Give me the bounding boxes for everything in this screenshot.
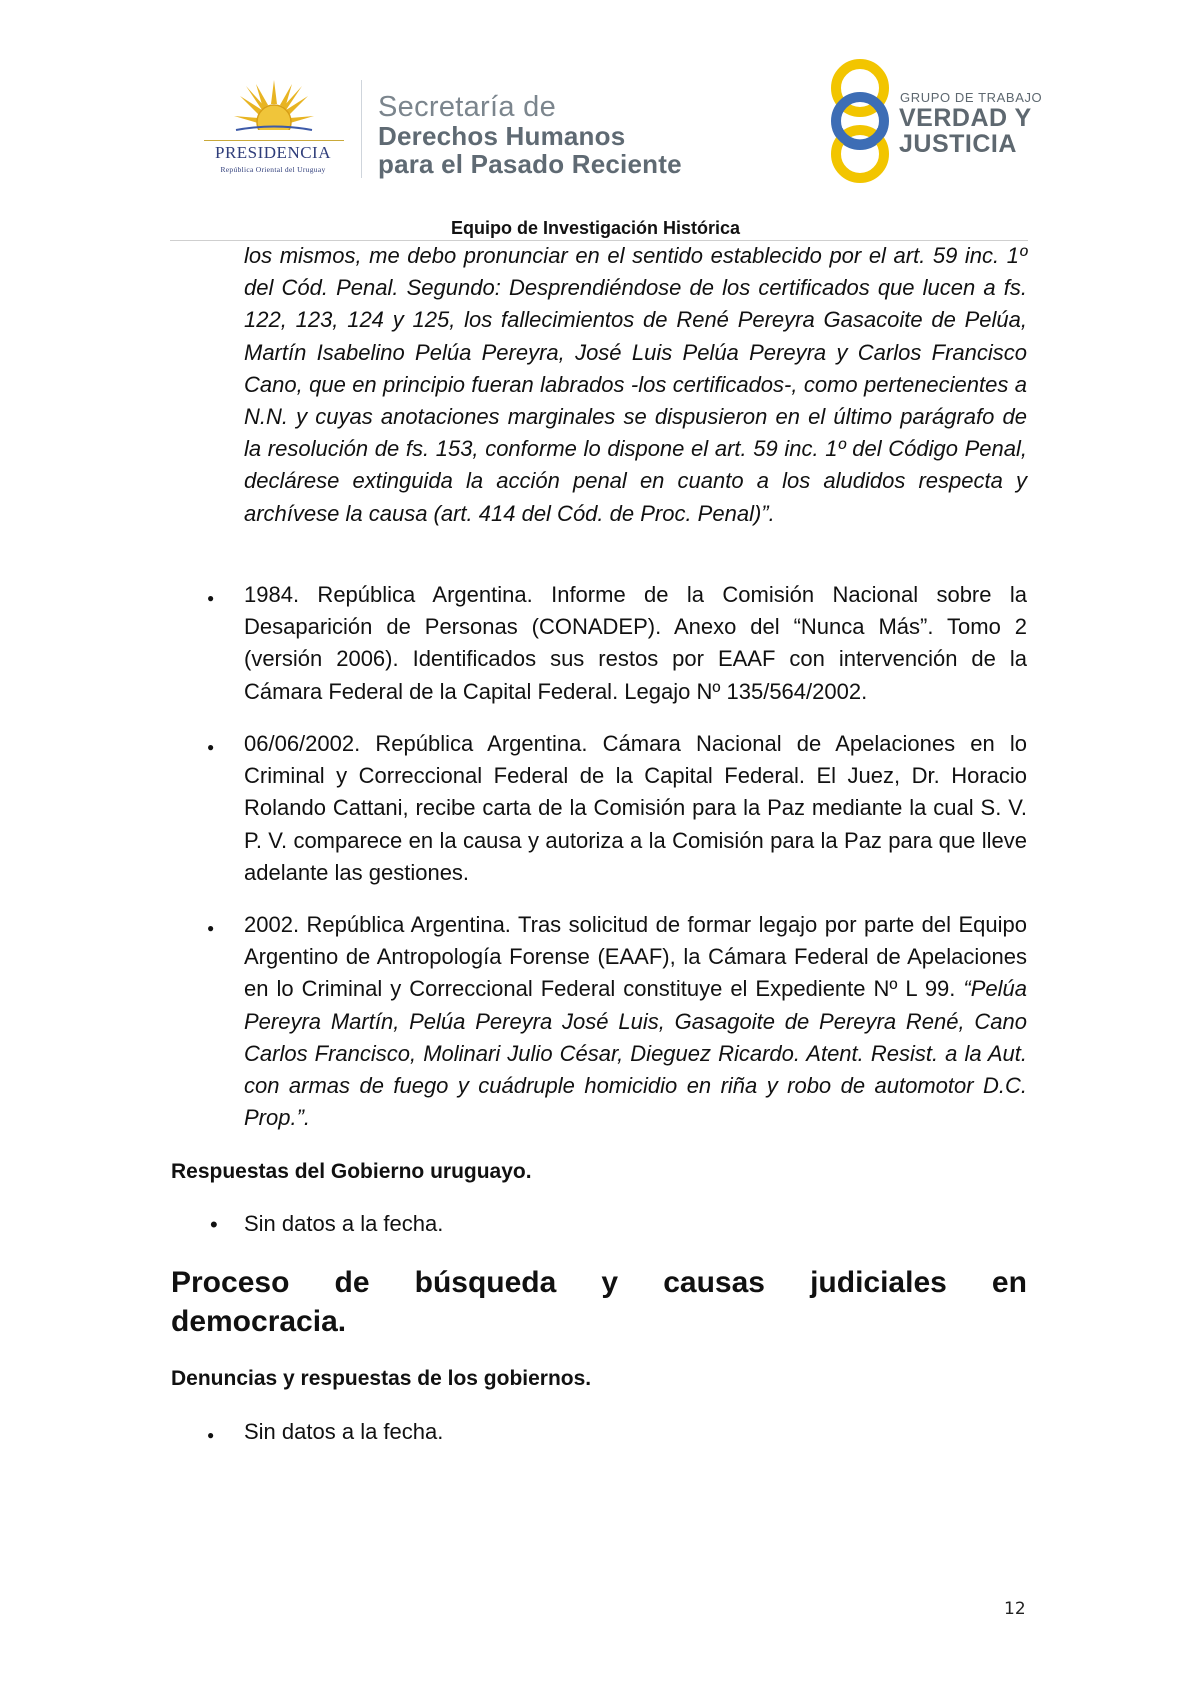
secretaria-line2: Derechos Humanos [378,121,626,151]
grupo-trabajo-text: GRUPO DE TRABAJO [900,90,1043,105]
secretaria-line3: para el Pasado Reciente [378,149,682,179]
title-word: de [334,1266,370,1299]
list-item: Sin datos a la fecha. [244,1419,444,1444]
header-divider [361,80,362,178]
bullet-marker: ● [207,591,215,605]
team-title: Equipo de Investigación Histórica [450,218,741,238]
presidencia-subtitle: República Oriental del Uruguay [220,165,326,174]
presidencia-logo [196,78,356,182]
page-header [0,0,1191,250]
title-word: judiciales [810,1266,947,1299]
section-title-line2: democracia. [171,1305,347,1338]
bullet-marker: ● [207,1428,215,1442]
rings-icon [822,58,898,184]
page-number: 12 [1004,1599,1026,1619]
secretaria-logotype [378,92,682,178]
quote-continuation: los mismos, me debo pronunciar en el sentido establecido por el art. 59 inc. 1º del Cód. Penal. Segundo: Desprendiéndose de los certificados que lucen a fs. 122, 123, 124 y 125, los fallecimientos de René Pereyra Gasacoite de Pelúa, Martín Isabelino Pelúa Pereyra, José Luis Pelúa Pereyra y Carlos Francisco Cano, que en principio fueran labrados -los certificados-, como pertenecientes a N.N. y cuyas anotaciones marginales se dispusieron en el último parágrafo de la resolución de fs. 153, conforme lo dispone el art. 59 inc. 1º del Código Penal, declárese extinguida la acción penal en cuanto a los aludidos respecta y archívese la causa (art. 414 del Cód. de Proc. Penal)”. [244,243,1027,526]
title-word: causas [663,1266,765,1299]
justicia-text: JUSTICIA [899,130,1017,158]
title-word: y [601,1266,619,1299]
title-word: búsqueda [414,1266,557,1299]
section-heading: Denuncias y respuestas de los gobiernos. [171,1367,592,1390]
presidencia-rule [204,140,344,141]
title-word: en [991,1266,1027,1299]
bullet-marker: ● [207,921,215,935]
list-item: 06/06/2002. República Argentina. Cámara Nacional de Apelaciones en lo Criminal y Correccional Federal de la Capital Federal. El Juez, Dr. Horacio Rolando Cattani, recibe carta de la Comisión para la Paz mediante la cual S. V. P. V. comparece en la causa y autoriza a la Comisión para la Paz para que lleve adelante las gestiones. [244,731,1027,885]
section-heading: Respuestas del Gobierno uruguayo. [171,1160,532,1183]
list-item: 1984. República Argentina. Informe de la Comisión Nacional sobre la Desaparición de Personas (CONADEP). Anexo del “Nunca Más”. Tomo 2 (versión 2006). Identificados sus restos por EAAF con intervención de la Cámara Federal de la Capital Federal. Legajo Nº 135/564/2002. [244,582,1027,704]
list-item-italic: “Pelúa Pereyra Martín, Pelúa Pereyra José Luis, Gasagoite de Pereyra René, Cano Carlos Francisco, Molinari Julio César, Dieguez Ricardo. Atent. Resist. a la Aut. con armas de fuego y cuádruple homicidio en riña y robo de automotor D.C. Prop.”. [244,976,1027,1131]
secretaria-line1: Secretaría de [378,91,556,123]
section-title [171,1263,1027,1341]
list-item-text: 2002. República Argentina. Tras solicitud de formar legajo por parte del Equipo Argentino de Antropología Forense (EAAF), la Cámara Federal de Apelaciones en lo Criminal y Correccional Federal constituye el Expediente Nº L 99. [244,912,1027,1002]
presidencia-name: PRESIDENCIA [214,143,331,162]
bullet-marker: • [210,1212,218,1237]
sun-emblem-icon [232,78,316,142]
bullet-marker: ● [207,740,215,754]
title-word: Proceso [171,1266,290,1299]
section-title-line1 [171,1263,1027,1302]
list-item [244,909,1027,1134]
verdad-justicia-logo [822,58,1043,184]
list-item: Sin datos a la fecha. [244,1211,444,1236]
verdad-text: VERDAD Y [899,104,1032,132]
